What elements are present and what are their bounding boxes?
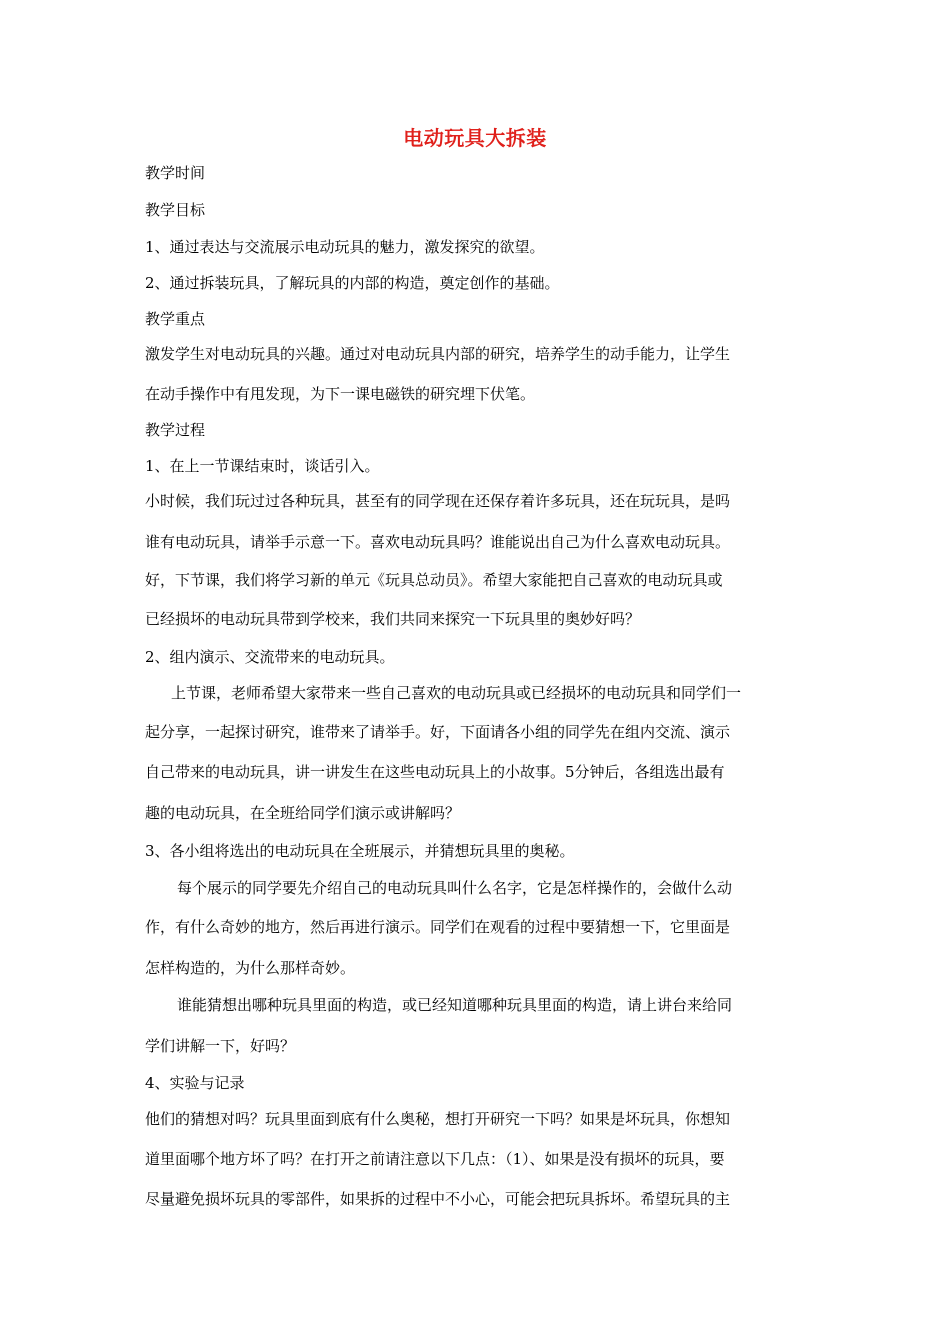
paragraph-line: 他们的猜想对吗？玩具里面到底有什么奥秘，想打开研究一下吗？如果是坏玩具，你想知 [145, 1110, 731, 1128]
paragraph-line: 好，下节课，我们将学习新的单元《玩具总动员》。希望大家能把自己喜欢的电动玩具或 [145, 571, 723, 589]
paragraph-line: 小时候，我们玩过过各种玩具，甚至有的同学现在还保存着许多玩具，还在玩玩具，是吗 [145, 492, 731, 510]
paragraph-line: 怎样构造的，为什么那样奇妙。 [145, 959, 356, 977]
section-heading-teaching-goals: 教学目标 [145, 201, 206, 219]
paragraph-line: 作，有什么奇妙的地方，然后再进行演示。同学们在观看的过程中要猜想一下，它里面是 [145, 918, 731, 936]
paragraph-line: 谁能猜想出哪种玩具里面的构造，或已经知道哪种玩具里面的构造，请上讲台来给同 [177, 996, 733, 1014]
process-step-2: 2、组内演示、交流带来的电动玩具。 [145, 648, 395, 666]
paragraph-line: 上节课，老师希望大家带来一些自己喜欢的电动玩具或已经损坏的电动玩具和同学们一 [171, 684, 742, 702]
paragraph-line: 已经损坏的电动玩具带到学校来，我们共同来探究一下玩具里的奥妙好吗？ [145, 610, 641, 628]
goal-item-2: 2、通过拆装玩具，了解玩具的内部的构造，奠定创作的基础。 [145, 274, 560, 292]
paragraph-line: 每个展示的同学要先介绍自己的电动玩具叫什么名字，它是怎样操作的，会做什么动 [177, 879, 733, 897]
process-step-3: 3、各小组将选出的电动玩具在全班展示，并猜想玩具里的奥秘。 [145, 842, 575, 860]
process-step-1: 1、在上一节课结束时，谈话引入。 [145, 457, 380, 475]
section-heading-process: 教学过程 [145, 421, 206, 439]
paragraph-line: 激发学生对电动玩具的兴趣。通过对电动玩具内部的研究，培养学生的动手能力，让学生 [145, 345, 731, 363]
paragraph-line: 趣的电动玩具，在全班给同学们演示或讲解吗？ [145, 804, 461, 822]
paragraph-line: 道里面哪个地方坏了吗？在打开之前请注意以下几点：（1）、如果是没有损坏的玩具，要 [145, 1150, 725, 1168]
paragraph-line: 起分享，一起探讨研究，谁带来了请举手。好，下面请各小组的同学先在组内交流、演示 [145, 723, 731, 741]
process-step-4: 4、实验与记录 [145, 1074, 245, 1092]
section-heading-teaching-time: 教学时间 [145, 164, 206, 182]
paragraph-line: 学们讲解一下，好吗？ [145, 1037, 296, 1055]
paragraph-line: 自己带来的电动玩具，讲一讲发生在这些电动玩具上的小故事。5分钟后，各组选出最有 [145, 763, 725, 781]
goal-item-1: 1、通过表达与交流展示电动玩具的魅力，激发探究的欲望。 [145, 238, 545, 256]
document-title: 电动玩具大拆装 [403, 126, 547, 150]
paragraph-line: 尽量避免损坏玩具的零部件，如果拆的过程中不小心，可能会把玩具拆坏。希望玩具的主 [145, 1190, 731, 1208]
paragraph-line: 在动手操作中有甩发现，为下一课电磁铁的研究埋下伏笔。 [145, 385, 536, 403]
paragraph-line: 谁有电动玩具，请举手示意一下。喜欢电动玩具吗？谁能说出自己为什么喜欢电动玩具。 [145, 533, 731, 551]
section-heading-key-points: 教学重点 [145, 310, 206, 328]
